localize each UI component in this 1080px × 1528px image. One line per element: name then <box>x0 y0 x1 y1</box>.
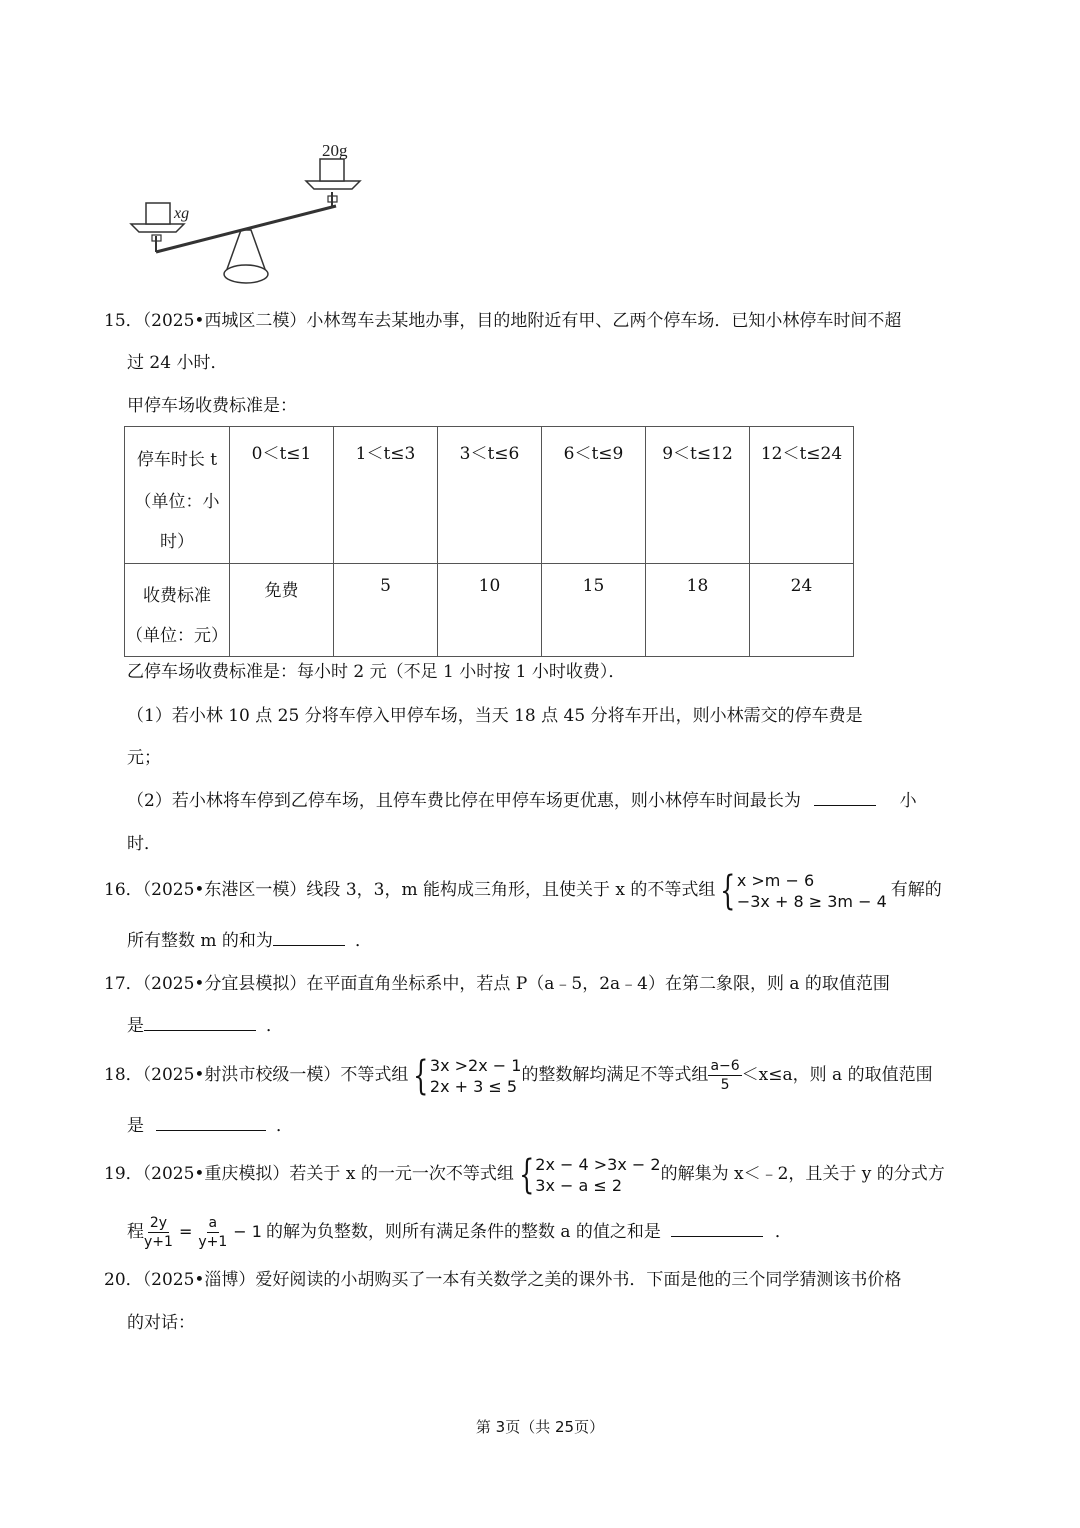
right-weight-label: 20g <box>322 141 348 160</box>
fee-table <box>124 426 854 657</box>
balance-scale-figure <box>126 138 371 290</box>
q20-line2: 的对话： <box>127 1313 195 1333</box>
q15-part2-line1: （2）若小林将车停到乙停车场，且停车费比停在甲停车场更优惠，则小林停车时间最长为 小 <box>127 791 917 811</box>
table-row-header: 收费标准 （单位：元） <box>125 564 230 657</box>
q15-part1-line2: 元； <box>127 748 161 768</box>
table-cell: 5 <box>334 564 438 657</box>
table-cell: 15 <box>542 564 646 657</box>
q17-line2: 是 ． <box>127 1016 283 1036</box>
answer-blank[interactable] <box>156 1114 266 1131</box>
q15-line1: 15．（2025•西城区二模）小林驾车去某地办事，目的地附近有甲、乙两个停车场．已知小林停车时间不超 <box>104 311 902 331</box>
table-cell: 1＜t≤3 <box>334 427 438 564</box>
q18-line1: 18．（2025•射洪市校级一模）不等式组 { 3x >2x − 1 2x + 3 ≤ 5 的整数解均满足不等式组 $\frac{a-6}{5}$ ＜x≤a，则 a 的取值范围 <box>104 1052 933 1099</box>
table-row-header: 停车时长 t （单位：小 时） <box>125 427 230 564</box>
q17-line1: 17．（2025•分宜县模拟）在平面直角坐标系中，若点 P（a﹣5，2a﹣4）在第二象限，则 a 的取值范围 <box>104 974 890 994</box>
table-cell: 免费 <box>230 564 334 657</box>
fraction: $\frac{a}{y+1}$ <box>198 1215 228 1250</box>
inequality-system: { 3x >2x − 1 2x + 3 ≤ 5 <box>413 1052 522 1099</box>
q16-line2: 所有整数 m 的和为 ． <box>127 931 372 951</box>
inequality-system: { x >m − 6 −3x + 8 ≥ 3m − 4 <box>720 867 887 914</box>
q15-table-caption: 甲停车场收费标准是： <box>127 396 297 416</box>
q20-line1: 20．（2025•淄博）爱好阅读的小胡购买了一本有关数学之美的课外书．下面是他的三个同学猜测该书价格 <box>104 1270 902 1290</box>
left-weight-label: xg <box>174 205 190 222</box>
q19-line2: 程 $\frac{2y}{y+1}$ = $\frac{a}{y+1}$ − 1 的解为负整数，则所有满足条件的整数 a 的值之和是 ． <box>127 1215 792 1250</box>
fraction: $\frac{2y}{y+1}$ <box>144 1215 173 1250</box>
q19-line1: 19．（2025•重庆模拟）若关于 x 的一元一次不等式组 { 2x − 4 >3x − 2 3x − a ≤ 2 的解集为 x＜﹣2，且关于 y 的分式方 <box>104 1151 945 1198</box>
answer-blank[interactable] <box>273 929 345 946</box>
q18-line2: 是 ． <box>127 1116 293 1136</box>
inequality-system: { 2x − 4 >3x − 2 3x − a ≤ 2 <box>518 1151 661 1198</box>
table-cell: 3＜t≤6 <box>438 427 542 564</box>
table-cell: 18 <box>646 564 750 657</box>
q15-line2: 过 24 小时． <box>127 353 228 373</box>
table-cell: 10 <box>438 564 542 657</box>
answer-blank[interactable] <box>671 1220 763 1237</box>
answer-blank[interactable] <box>814 789 876 806</box>
page-footer: 第 3页（共 25页） <box>475 1418 605 1436</box>
q15-part1-line1: （1）若小林 10 点 25 分将车停入甲停车场，当天 18 点 45 分将车开出，则小林需交的停车费是 <box>127 706 863 726</box>
table-cell: 6＜t≤9 <box>542 427 646 564</box>
q15-yi-rule: 乙停车场收费标准是：每小时 2 元（不足 1 小时按 1 小时收费）． <box>127 662 626 682</box>
fraction: $\frac{a-6}{5}$ <box>710 1058 740 1093</box>
table-cell: 24 <box>750 564 854 657</box>
q16-line1: 16．（2025•东港区一模）线段 3，3，m 能构成三角形，且使关于 x 的不等式组 { x >m − 6 −3x + 8 ≥ 3m − 4 有解的 <box>104 867 942 914</box>
answer-blank[interactable] <box>144 1014 256 1031</box>
table-cell: 0＜t≤1 <box>230 427 334 564</box>
q15-part2-line2: 时． <box>127 834 161 854</box>
table-cell: 12＜t≤24 <box>750 427 854 564</box>
table-cell: 9＜t≤12 <box>646 427 750 564</box>
